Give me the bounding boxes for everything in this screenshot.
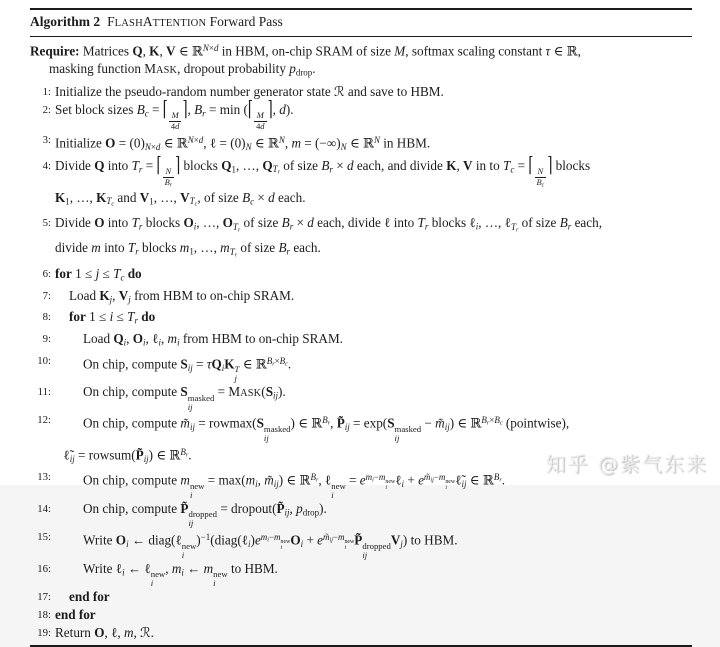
- algorithm-line-continuation: [30, 189, 692, 214]
- algorithm-line: [30, 265, 692, 287]
- algorithm-body: [30, 37, 692, 642]
- algorithm-title: FLASHATTENTION Forward Pass: [107, 14, 283, 29]
- line-statement: for 1 ≤ j ≤ Tc do: [55, 265, 142, 283]
- line-statement: On chip, compute P̃ dropped ij = dropout(P̃ij, pdrop).: [83, 500, 327, 529]
- algorithm-line: [30, 383, 692, 411]
- line-statement: Initialize O = (0)N×d ∈ ℝ$^{N\times d}$, ℓ = (0)N ∈ ℝ$^N$, m = (−∞)N ∈ ℝ$^N$ in HBM.: [55, 135, 431, 153]
- algorithm-line: [30, 500, 692, 528]
- algorithm-line: [30, 131, 692, 156]
- require-line-continuation: masking function MASK, dropout probability pdrop.: [49, 61, 316, 78]
- watermark: 知乎 @紫气东来: [545, 452, 708, 476]
- algorithm-line: [30, 83, 692, 101]
- line-statement: On chip, compute S masked ij = MASK(Sij).: [83, 384, 286, 412]
- line-number: 11:: [37, 386, 51, 399]
- algorithm-line: [30, 411, 692, 443]
- algorithm-line: [30, 330, 692, 352]
- bottom-rule: [30, 645, 692, 646]
- algorithm-line: [30, 308, 692, 330]
- line-number: 12:: [37, 414, 51, 427]
- algorithm-line: [30, 287, 692, 309]
- algorithm-header: [30, 10, 692, 34]
- algorithm-line-continuation: [30, 239, 692, 264]
- line-number: 3:: [42, 134, 51, 147]
- line-statement: On chip, compute m new i = max(mi, m̃ij) ∈ ℝ$^{Br}$, ℓ new i = $e^{mi-m new i}$ ℓi + $e^{m̃ij-m new i}$ ℓ̃ij ∈ ℝ$^{Br}$.: [83, 472, 505, 500]
- line-number: 16:: [37, 562, 51, 575]
- line-statement: Load Kj, Vj from HBM to on-chip SRAM.: [69, 287, 295, 305]
- line-statement: Load Qi, Oi, ℓi, mi from HBM to on-chip SRAM.: [83, 330, 343, 348]
- algorithm-line: [30, 588, 692, 606]
- line-statement: On chip, compute m̃ij = rowmax(S masked ij ) ∈ ℝ$^{Br}$, P̃ij = exp(S masked ij − m̃ij) ∈ ℝ$^{Br\times Bc}$ (pointwise),: [83, 415, 570, 444]
- line-number: 8:: [42, 311, 51, 324]
- algorithm-line: [30, 624, 692, 642]
- line-number: 14:: [37, 502, 51, 515]
- line-statement: Divide Q into Tr = ⌈ $\frac{N}{Br}$ ⌉ blocks Q1, …, QTr of size Br × d each, and divide K, V in to Tc = ⌈ $\frac{N}{Bc}$ ⌉ blocks: [55, 152, 591, 189]
- line-number: 2:: [42, 103, 51, 116]
- line-number: 1:: [42, 85, 51, 98]
- line-statement: K1, …, KTc and V1, …, VTc, of size Bc × d each.: [55, 189, 306, 208]
- algorithm-box: [30, 8, 692, 647]
- require-line: Require: Matrices Q, K, V ∈ ℝ$^{N\times d}$ in HBM, on-chip SRAM of size M, softmax scaling constant τ ∈ ℝ,: [30, 43, 581, 59]
- algorithm-line: [30, 560, 692, 588]
- line-statement: divide m into Tr blocks m1, …, mTr of size Br each.: [55, 240, 321, 259]
- algorithm-label: Algorithm 2: [30, 14, 101, 29]
- line-statement: Divide O into Tr blocks Oi, …, OTr of size Br × d each, divide ℓ into Tr blocks ℓi, …, ℓTr of size Br each,: [55, 215, 603, 234]
- require-block: [30, 40, 692, 82]
- line-number: 15:: [37, 530, 51, 543]
- line-statement: ℓ̃ij = rowsum(P̃ij) ∈ ℝ$^{Br}$.: [63, 447, 192, 464]
- algorithm-line: [30, 152, 692, 189]
- line-number: 9:: [42, 332, 51, 345]
- line-number: 17:: [37, 590, 51, 603]
- line-statement: Initialize the pseudo-random number generator state ℛ and save to HBM.: [55, 83, 444, 99]
- line-statement: Write Oi ← diag(ℓ new i )$^{-1}(diag(\ell i)e^{mi-m new i}$ $Oi + e^{m̃ij-m new i}$ P̃ dropped ij Vj) to HBM.: [83, 531, 458, 560]
- line-statement: Set block sizes Bc = ⌈ $\frac{M}{4d}$ ⌉, Br = min (⌈ $\frac{M}{4d}$ ⌉, d).: [55, 96, 294, 131]
- algorithm-line: [30, 352, 692, 384]
- algorithm-line: [30, 214, 692, 239]
- algorithm-line: [30, 606, 692, 624]
- line-statement: for 1 ≤ i ≤ Tr do: [69, 309, 156, 326]
- line-statement: On chip, compute Sij = τQiK T j ∈ ℝ$^{Br\times Bc}$.: [83, 355, 292, 384]
- line-statement: Return O, ℓ, m, ℛ.: [55, 625, 154, 641]
- algorithm-line: [30, 528, 692, 560]
- algorithm-lines: [30, 83, 692, 643]
- line-number: 19:: [37, 627, 51, 640]
- line-number: 7:: [42, 289, 51, 302]
- line-statement: end for: [55, 606, 96, 622]
- line-statement: Write ℓi ← ℓ new i , mi ← m new i to HBM.: [83, 560, 278, 588]
- line-number: 10:: [37, 354, 51, 367]
- algorithm-line: [30, 96, 692, 132]
- line-number: 5:: [42, 217, 51, 230]
- line-number: 6:: [42, 267, 51, 280]
- line-number: 18:: [37, 608, 51, 621]
- line-statement: end for: [69, 588, 110, 604]
- line-number: 13:: [37, 471, 51, 484]
- line-number: 4:: [42, 159, 51, 172]
